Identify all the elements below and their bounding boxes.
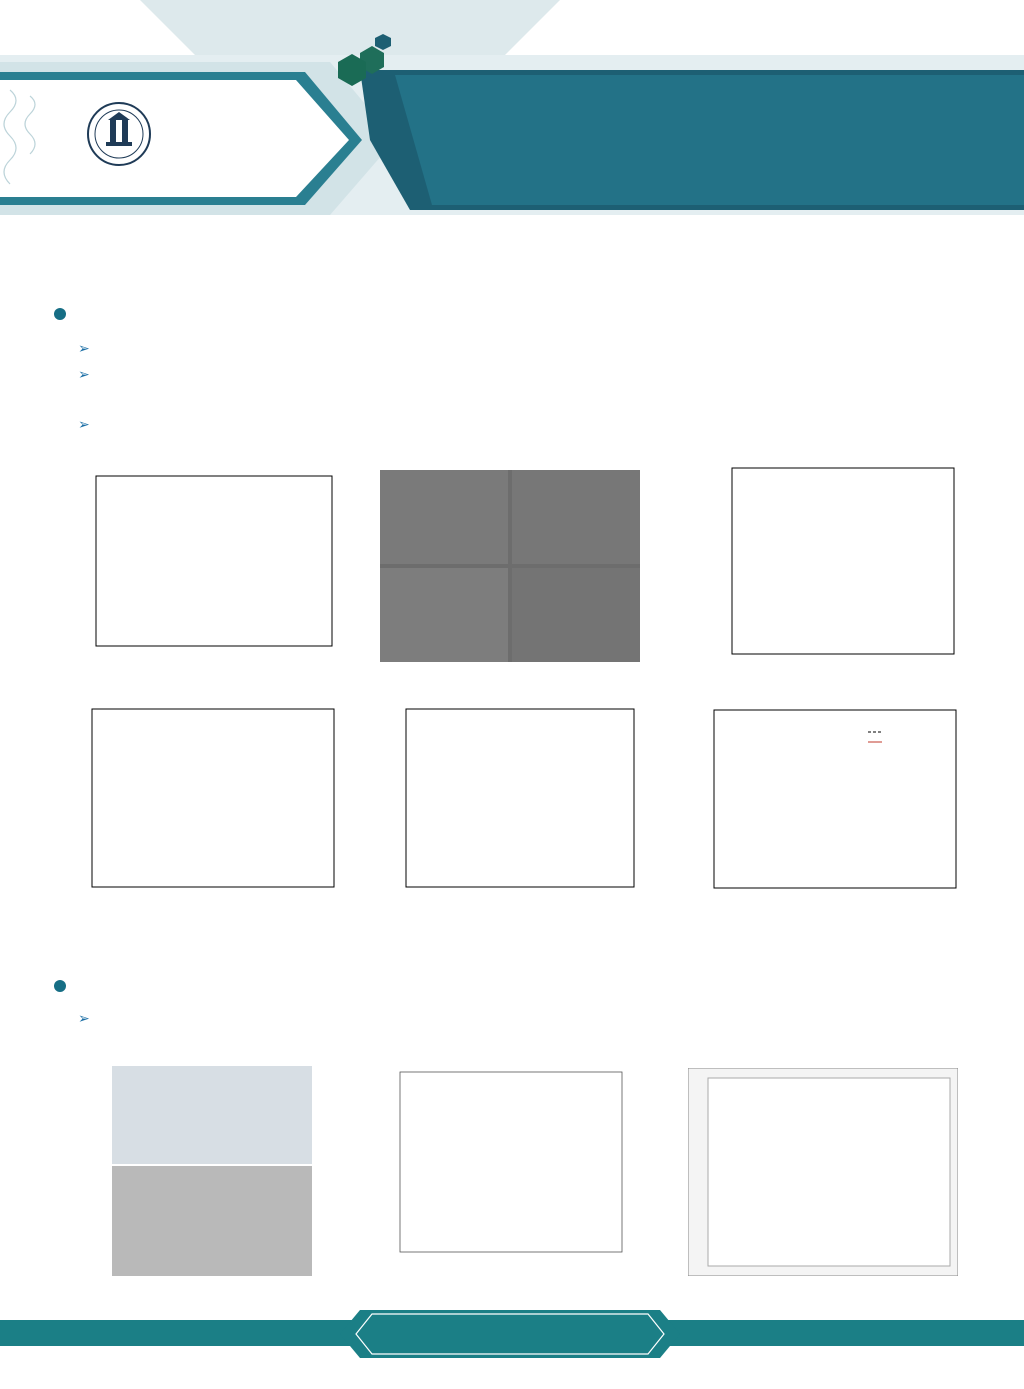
ir-chart xyxy=(372,705,652,910)
section2-bullet xyxy=(78,1006,973,1031)
filter-structure-image xyxy=(112,1066,312,1276)
arrow-icon: ➢ xyxy=(78,1011,90,1027)
section-bullet-dot xyxy=(54,308,66,320)
section-bullet-dot xyxy=(54,980,66,992)
sem-image-d xyxy=(512,568,640,662)
arrow-icon: ➢ xyxy=(78,341,90,357)
arrow-icon: ➢ xyxy=(78,417,90,433)
header-background xyxy=(0,0,1024,225)
section1-bullet-2 xyxy=(78,362,973,387)
cavity-number-row xyxy=(108,1052,308,1066)
s21-measured-chart xyxy=(688,1068,958,1276)
sem-image-c xyxy=(380,568,508,662)
raman-chart xyxy=(70,705,340,910)
university-seal-icon xyxy=(86,98,152,174)
sem-image-b xyxy=(512,470,640,564)
arrow-icon: ➢ xyxy=(78,367,90,383)
dielectric-chart xyxy=(690,462,960,672)
sem-image-a xyxy=(380,470,508,564)
s-parameter-chart xyxy=(360,1068,630,1278)
xrd-chart xyxy=(78,470,340,670)
sem-image-grid xyxy=(380,470,640,662)
footer-bar xyxy=(0,1308,1024,1360)
section1-bullet-3 xyxy=(78,412,973,437)
xps-chart xyxy=(690,708,960,913)
